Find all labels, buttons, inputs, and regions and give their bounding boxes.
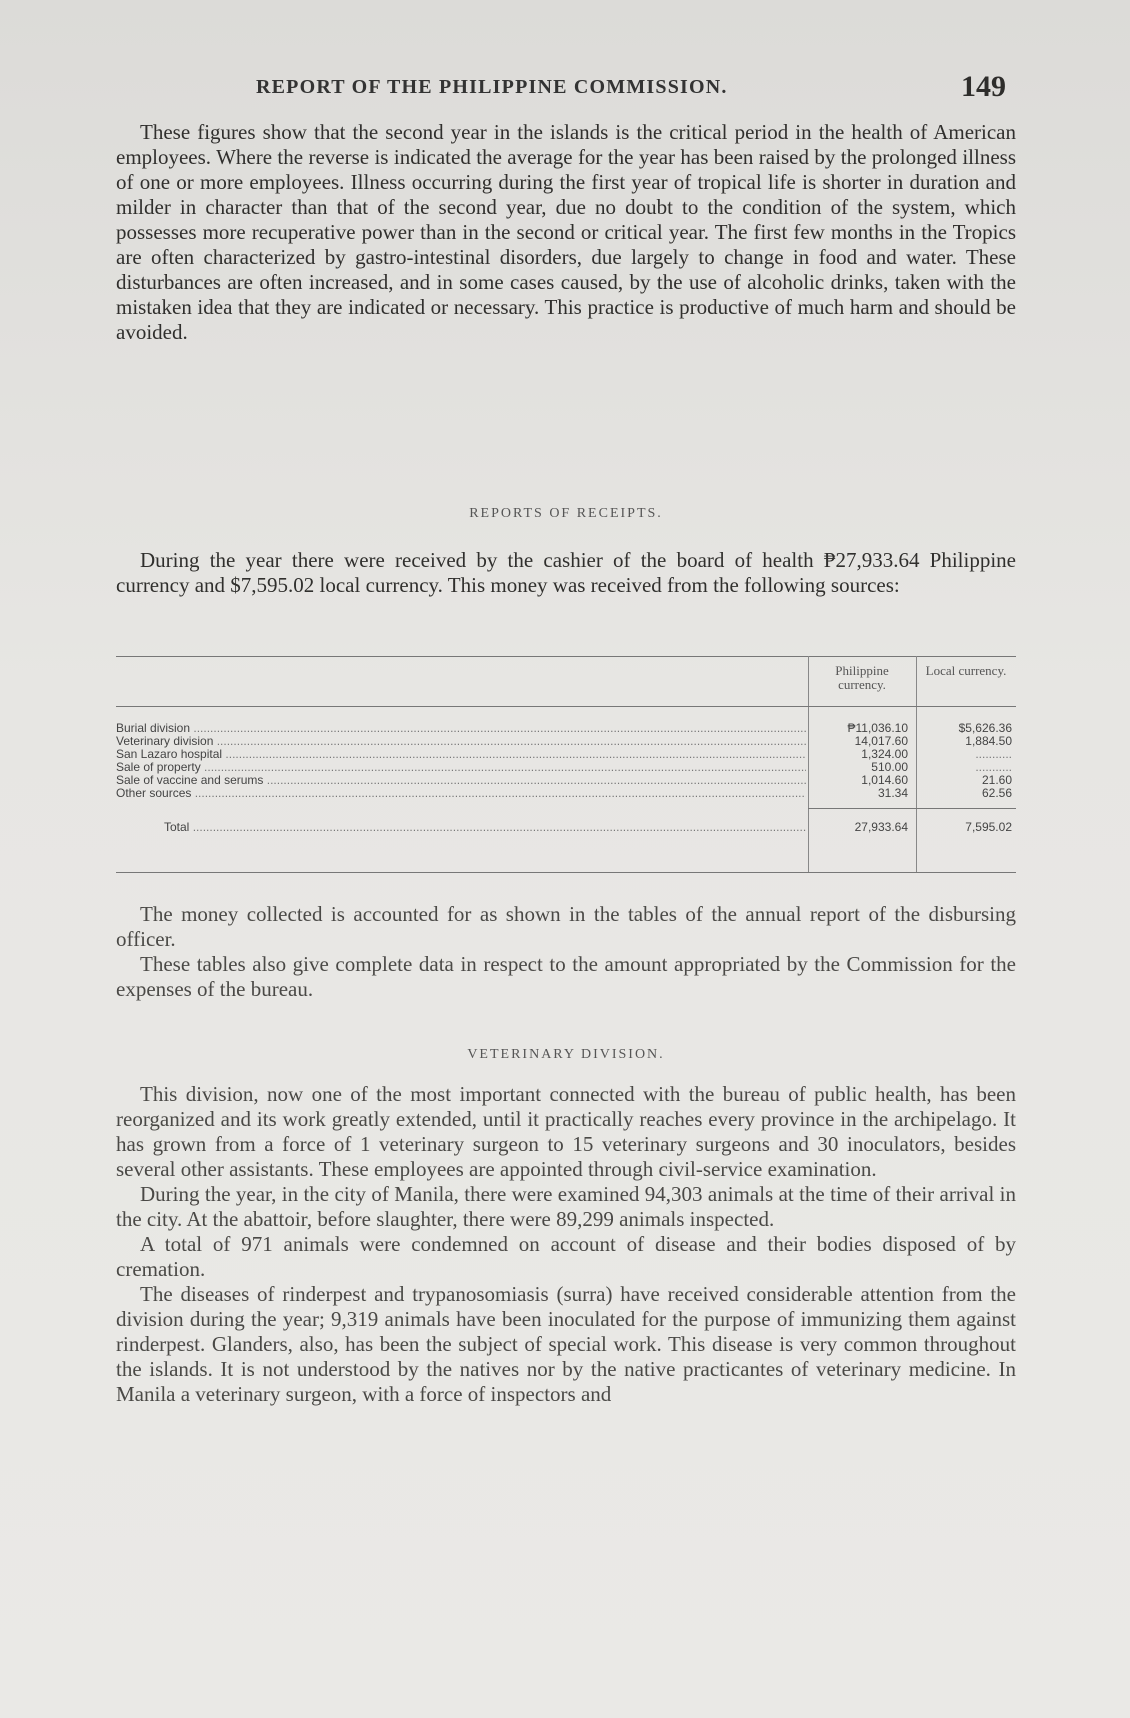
receipts-intro <box>116 548 1016 598</box>
total-local-value: 7,595.02 <box>965 821 1012 834</box>
row-philippine-value: 14,017.60 <box>854 734 908 748</box>
row-philippine-value: 1,014.60 <box>861 773 908 787</box>
column-header-philippine: Philippine currency. <box>835 663 889 692</box>
intro-paragraph: These figures show that the second year in the islands is the critical period in the health of American employees. Where the reverse is indicated the average for the year has been raised by the prolonged illness of one or more employees. Illness occurring during the first year of tropical life is shorter in duration and milder in character than that of the second year, due no doubt to the condition of the system, which possesses more recuperative power than in the second or critical year. The first few months in the Tropics are often characterized by gastro-intestinal disorders, due largely to change in food and water. These disturbances are often increased, and in some cases caused, by the use of alcoholic drinks, taken with the mistaken idea that they are indicated or necessary. This practice is productive of much harm and should be avoided. <box>116 120 1016 344</box>
accounting-paragraph: These tables also give complete data in respect to the amount appropriated by the Commission for the expenses of the bureau. <box>116 952 1016 1001</box>
veterinary-paragraph: A total of 971 animals were condemned on account of disease and their bodies disposed of by cremation. <box>116 1232 1016 1281</box>
row-philippine-value: 1,324.00 <box>861 747 908 761</box>
veterinary-section <box>116 1082 1016 1407</box>
veterinary-paragraph: This division, now one of the most important connected with the bureau of public health, has been reorganized and its work greatly extended, until it practically reaches every province in the archipelago. It has grown from a force of 1 veterinary surgeon to 15 veterinary surgeons and 30 inoculators, besides several other assistants. These employees are appointed through civil-service examination. <box>116 1082 1016 1181</box>
intro-section <box>116 120 1016 345</box>
row-local-value: 62.56 <box>981 787 1012 800</box>
accounting-paragraph: The money collected is accounted for as shown in the tables of the annual report of the disbursing officer. <box>116 902 1016 951</box>
veterinary-heading: VETERINARY DIVISION. <box>467 1047 665 1062</box>
row-source: Other sources ..... <box>116 787 806 800</box>
page-header <box>116 70 1016 110</box>
receipts-heading: REPORTS OF RECEIPTS. <box>469 506 663 521</box>
veterinary-paragraph: During the year, in the city of Manila, there were examined 94,303 animals at the time of their arrival in the city. At the abattoir, before slaughter, there were 89,299 animals inspected. <box>116 1182 1016 1231</box>
row-philippine-value: ₱11,036.10 <box>847 721 908 735</box>
receipts-paragraph: During the year there were received by the cashier of the board of health ₱27,933.64 Philippine currency and $7,595.02 local currency. This money was received from the following sources: <box>116 548 1016 597</box>
total-label: Total ..... <box>164 821 806 834</box>
column-header-local: Local currency. <box>925 663 1007 678</box>
table-top-rule <box>116 656 1016 657</box>
row-philippine-value: 31.34 <box>877 786 908 800</box>
accounting-section <box>116 902 1016 1002</box>
table-bottom-rule <box>116 872 1016 873</box>
veterinary-paragraph: The diseases of rinderpest and trypanosomiasis (surra) have received considerable attention from the division during the year; 9,319 animals have been inoculated for the purpose of immunizing them against rinderpest. Glanders, also, has been the subject of special work. This disease is very common throughout the islands. It is not understood by the natives nor by the native practicantes of veterinary medicine. In Manila a veterinary surgeon, with a force of inspectors and <box>116 1282 1016 1406</box>
row-local-value <box>916 748 1012 761</box>
row-local-value <box>916 761 1012 774</box>
table-header-rule <box>116 706 1016 707</box>
row-source: Sale of vaccine and serums ..... <box>116 774 806 787</box>
row-philippine-value: 510.00 <box>871 760 908 774</box>
row-local-value: $5,626.36 <box>958 722 1012 735</box>
row-source: Burial division ..... <box>116 722 806 735</box>
row-source: Veterinary division ..... <box>116 735 806 748</box>
page-number: 149 <box>961 70 1006 103</box>
row-source: San Lazaro hospital ..... <box>116 748 806 761</box>
row-local-value: 1,884.50 <box>965 735 1012 748</box>
running-head: REPORT OF THE PHILIPPINE COMMISSION. <box>256 76 728 98</box>
total-philippine-value: 27,933.64 <box>854 820 908 834</box>
subtotal-rule <box>808 808 1016 809</box>
table-row <box>116 787 1016 800</box>
row-source: Sale of property ..... <box>116 761 806 774</box>
row-local-value: 21.60 <box>981 774 1012 787</box>
receipts-table <box>116 656 1016 876</box>
table-total-row <box>116 821 1016 834</box>
